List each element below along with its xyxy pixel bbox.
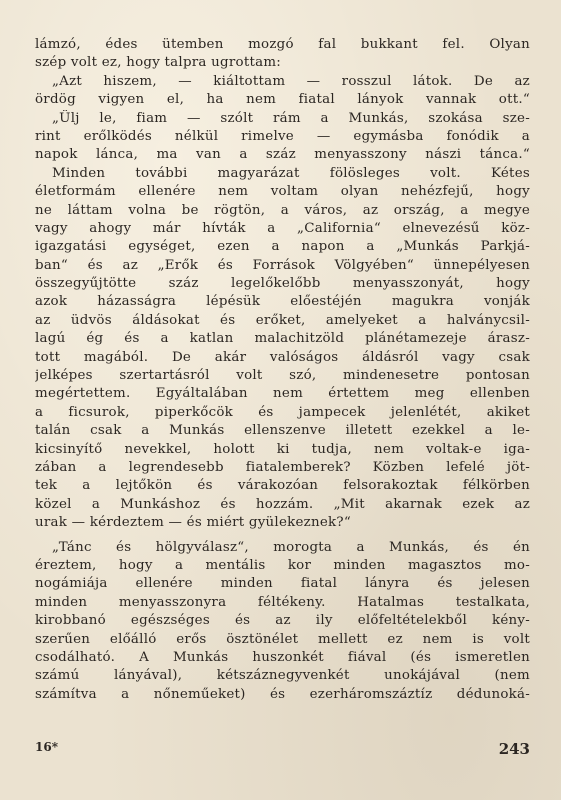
text-line: az üdvös áldásokat és erőket, amelyeket a halványcsil-: [35, 312, 530, 328]
text-line: tott magából. De akár valóságos áldásról vagy csak: [35, 349, 530, 365]
text-line: „Azt hiszem, — kiáltottam — rosszul látok. De az: [52, 73, 530, 89]
signature-mark: 16*: [35, 740, 58, 754]
text-line: éreztem, hogy a mentális kor minden magasztos mo-: [35, 557, 530, 573]
text-line: kicsinyítő nevekkel, holott ki tudja, nem voltak-e iga-: [35, 441, 530, 457]
text-line: rint erőlködés nélkül rimelve — egymásba fonódik a: [35, 128, 530, 144]
page-footer: [35, 740, 530, 760]
text-line: csodálható. A Munkás huszonkét fiával (és ismeretlen: [35, 649, 530, 665]
text-line: napok lánca, ma van a száz menyasszony nászi tánca.“: [35, 147, 530, 163]
text-line: életformám ellenére nem voltam olyan nehézfejű, hogy: [35, 184, 530, 200]
text-line: tek a lejtőkön és várakozóan felsorakoztak félkörben: [35, 478, 530, 494]
text-line: lagú ég és a katlan malachitzöld plánétamezeje árasz-: [35, 331, 530, 347]
text-line: zában a legrendesebb fiatalemberek? Közben lefelé jöt-: [35, 459, 530, 475]
text-line: összegyűjtötte száz legelőkelőbb menyasszonyát, hogy: [35, 276, 530, 292]
text-line: vagy ahogy már hívták a „California“ elnevezésű köz-: [35, 220, 530, 236]
body-text: [35, 36, 530, 704]
page-number: 243: [498, 740, 530, 758]
text-line: igazgatási egységet, ezen a napon a „Munkás Parkjá-: [35, 239, 530, 255]
text-line: szerűen előálló erős ösztönélet mellett ez nem is volt: [35, 631, 530, 647]
text-line: a ficsurok, piperkőcök és jampecek jelenlétét, akiket: [35, 404, 530, 420]
text-line: azok házasságra lépésük előestéjén magukra vonják: [35, 294, 530, 310]
text-line: ne láttam volna be rögtön, a város, az ország, a megye: [35, 202, 530, 218]
text-line: jelképes szertartásról volt szó, mindenesetre pontosan: [35, 368, 530, 384]
text-line: számú lányával), kétszáznegyvenkét unokájával (nem: [35, 668, 530, 684]
text-line: lámzó, édes ütemben mozgó fal bukkant fel. Olyan: [35, 37, 530, 52]
text-line: „Tánc és hölgyválasz“, morogta a Munkás, és én: [52, 539, 530, 555]
text-line: „Ülj le, fiam — szólt rám a Munkás, szokása sze-: [52, 110, 530, 126]
text-line: kirobbanó egészséges és az ily előfeltételekből kény-: [35, 613, 530, 629]
text-line: nogámiája ellenére minden fiatal lányra és jelesen: [35, 576, 530, 592]
text-line: talán csak a Munkás ellenszenve illetett ezekkel a le-: [35, 423, 530, 439]
text-line: ban“ és az „Erők és Források Völgyében“ ünnepélyesen: [35, 257, 530, 273]
text-line: szép volt ez, hogy talpra ugrottam:: [35, 55, 282, 71]
text-line: megértettem. Egyáltalában nem értettem meg ellenben: [35, 386, 530, 402]
text-line: számítva a nőneműeket) és ezerháromszáztíz dédunoká-: [35, 686, 530, 702]
text-line: ördög vigyen el, ha nem fiatal lányok vannak ott.“: [35, 92, 530, 108]
text-line: közel a Munkáshoz és hozzám. „Mit akarnak ezek az: [35, 496, 530, 512]
text-line: urak — kérdeztem — és miért gyülekeznek?“: [35, 515, 351, 531]
text-line: minden menyasszonyra féltékeny. Hatalmas testalkata,: [35, 594, 530, 610]
text-line: Minden további magyarázat fölösleges volt. Kétes: [52, 165, 530, 181]
